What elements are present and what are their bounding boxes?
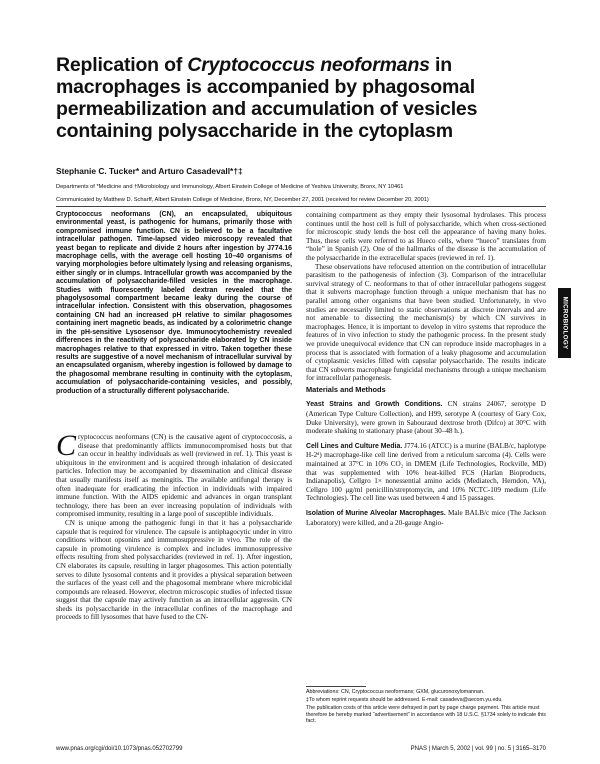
article-title: Replication of Cryptococcus neoformans in macrophages is accompanied by phagosomal permeabilization and accumulation of vesicles containing polysaccharide in the cytoplasm — [56, 54, 478, 142]
section-side-tab: MICROBIOLOGY — [558, 288, 571, 358]
footnote-reprint: ‡To whom reprint requests should be addressed. E-mail: casadeva@aecom.yu.edu. — [306, 697, 503, 704]
abstract: Cryptococcus neoformans (CN), an encapsulated, ubiquitous environmental yeast, is pathogenic for humans, primarily those with compromised immune function. CN is believed to be a facultative intracellular pathogen. Time-lapsed video microscopy revealed that yeast began to replicate and divide 2 hours after ingestion by J774.16 macrophage cells, with the average cell hosting 10–40 organisms of varying morphologies before ultimately lysing and releasing organisms, either singly or in clumps. Intracellular growth was accompanied by the accumulation of polysaccharide-filled vesicles in the macrophage. Studies with fluorescently labeled dextran revealed that the phagolysosomal compartment became leaky during the course of intracellular infection. Consistent with this observation, phagosomes containing CN had an increased pH relative to similar phagosomes containing inert magnetic beads, as indicated by a colorimetric change in the pH-sensitive Lysosensor dye. Immunocytochemistry revealed differences in the reactivity of polysaccharide elaborated by CN inside macrophages relative to that expressed in vitro. Taken together these results are suggestive of a novel mechanism of intracellular survival by an encapsulated organism, whereby ingestion is followed by damage to the phagosomal membrane resulting in continuity with the cytoplasm, accumulation of polysaccharide-containing vesicles, and possibly, production of a structurally different polysaccharide. — [56, 211, 292, 395]
footnote-abbreviations: Abbreviations: CN, Cryptococcus neoformans; GXM, glucuronoxylomannan. — [306, 689, 485, 695]
right-column — [306, 211, 546, 527]
right-paragraph-2: These observations have refocused attention on the contribution of intracellular parasitism to the pathogenesis of infection (3). Comparison of the intracellular survival strategy of C. neoformans to that of other intracellular pathogens suggest that it subverts macrophage function through a unique mechanism that has no parallel among other organisms that have been studied. Unfortunately, in vivo studies are necessarily limited to static observations at discrete intervals and are not amenable to dissecting the mechanism(s) by which CN survives in macrophages. Hence, it is important to develop in vitro systems that reproduce the features of in vivo infection to study the pathogenic process. In the present study we provide unequivocal evidence that CN can reproduce inside macrophages in a process that is associated with formation of a leaky phagosome and accumulation of cytoplasmic vesicles filled with capsular polysaccharide. The results indicate that CN subverts macrophage fungicidal mechanisms through a unique mechanism for intracellular pathogenesis. — [306, 262, 546, 383]
author-list: Stephanie C. Tucker* and Arturo Casadevall*†‡ — [56, 166, 243, 176]
methods-strains: Yeast Strains and Growth Conditions. CN strains 24067, serotype D (American Type Culture Collection), and H99, serotype A (courtesy of Gary Cox, Duke University), were grown in Sabouraud dextrose broth (Difco) at 30°C with moderate shaking to stationary phase (about 30–48 h.). — [306, 400, 546, 436]
journal-citation: PNAS | March 5, 2002 | vol. 99 | no. 5 | 3165–3170 — [410, 746, 546, 752]
communicated-line: Communicated by Matthew D. Scharff, Albert Einstein College of Medicine, Bronx, NY, December 27, 2001 (received for review December 20, 2001) — [56, 197, 429, 203]
doi-url[interactable]: www.pnas.org/cgi/doi/10.1073/pnas.052702799 — [56, 746, 183, 752]
intro-paragraph-1: Cryptococcus neoformans (CN) is the causative agent of cryptococcosis, a disease that predominantly afflicts immunocompromised hosts but that can occur in healthy individuals as well (reviewed in ref. 1). This yeast is ubiquitous in the environment and is acquired through inhalation of desiccated particles. Infection may be accompanied by dissemination and clinical disease that usually manifests itself as meningitis. The available antifungal therapy is often inadequate for eradicating the infection in individuals with impaired immune function. With the AIDS epidemic and advances in organ transplant technology, there has been an ever increasing population of individuals with compromised immunity, resulting in a large pool of susceptible individuals. — [56, 429, 292, 519]
right-paragraph-1: containing compartment as they empty their lysosomal hydrolases. This process continues until the host cell is full of polysaccharide, which when cross-sectioned for microscopic study lends the host cell the appearance of having many holes. Thus, these cells were referred to as Hueco cells, where “hueco” translates from “hole” in Spanish (2). One of the hallmarks of the disease is the accumulation of the polysaccharide in the extracellular spaces (reviewed in ref. 1). — [306, 211, 546, 262]
header-divider — [56, 206, 546, 207]
section-heading-methods: Materials and Methods — [306, 384, 386, 394]
intro-paragraph-2: CN is unique among the pathogenic fungi in that it has a polysaccharide capsule that is required for virulence. The capsule is antiphagocytic under in vitro conditions without opsonins and immunosuppressive in vivo. The role of the capsule in promoting virulence is complex and includes immunosuppressive effects resulting from shed polysaccharides (reviewed in ref. 1). After ingestion, CN elaborates its capsule, resulting in larger phagosomes. This action potentially serves to dilute lysosomal contents and it provides a physical separation between the surfaces of the yeast cell and the phagosomal membrane where microbicidal compounds are released. However, electron microscopic studies of infected tissue suggest that the capsule may actively function as an intracellular aggressin. CN sheds its polysaccharide in the intracellular confines of the macrophage and proceeds to fill lysosomes that have fused to the CN- — [56, 518, 292, 622]
intro-column — [56, 429, 292, 622]
methods-cell-lines: Cell Lines and Culture Media. J774.16 (ATCC) is a murine (BALB/c, haplotype H-2ᵈ) macrophage-like cell line derived from a reticulum sarcoma (4). Cells were maintained at 37°C in 10% CO₂ in DMEM (Life Technologies, Rockville, MD) that was supplemented with 10% heat-killed FCS (Harlan Bioproducts, Indianapolis), Cellgro 1× nonessential amino acids (Mediatech, Herndon, VA), Cellgro 100 μg/ml penicillin/streptomycin, and 10% NCTC-109 medium (Life Technologies). The cell line was used between 4 and 15 passages. — [306, 441, 546, 503]
affiliation: Departments of *Medicine and †Microbiology and Immunology, Albert Einstein College of Medicine of Yeshiva University, Bronx, NY 10461 — [56, 184, 404, 190]
title-italic-species: Cryptococcus neoformans — [187, 54, 430, 76]
methods-isolation: Isolation of Murine Alveolar Macrophages. Male BALB/c mice (The Jackson Laboratory) were killed, and a 20-gauge Angio- — [306, 509, 546, 527]
footnote-charges: The publication costs of this article were defrayed in part by page charge payment. This article must therefore be hereby marked “advertisement” in accordance with 18 U.S.C. §1734 solely to indicate this fact. — [306, 705, 546, 725]
footnote-divider — [306, 686, 366, 687]
drop-cap: C — [56, 429, 77, 462]
footnotes — [306, 689, 546, 726]
